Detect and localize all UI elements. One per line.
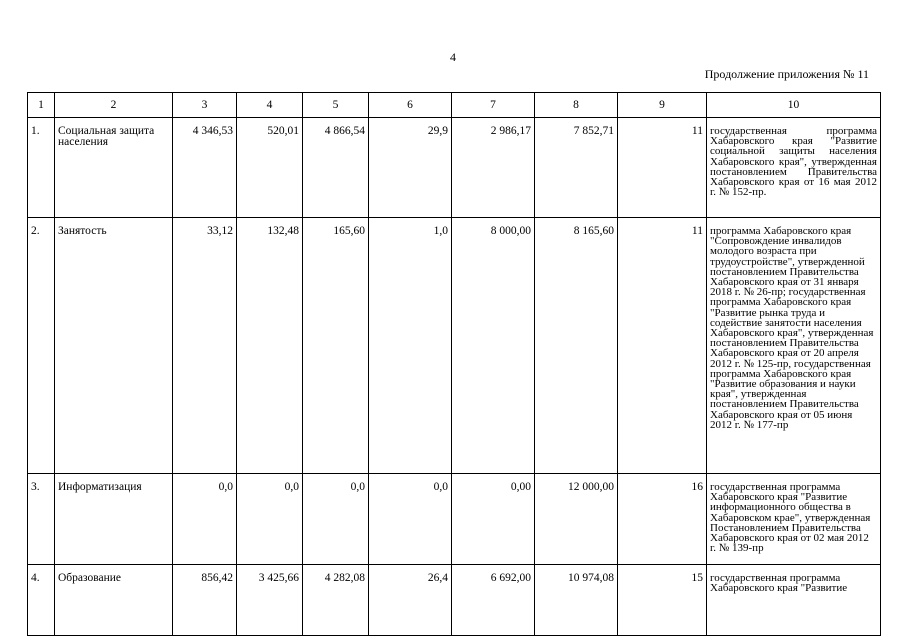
cell-col5: 4 282,08 (303, 565, 369, 636)
cell-col8: 7 852,71 (535, 118, 618, 218)
cell-program-note: государственная программа Хабаровского края "Развитие социальной защиты населения Хабаровского края", утвержденная постановлением Правительства Хабаровского края от 16 мая 2012 г. № 152-пр. (707, 118, 881, 218)
cell-col4: 3 425,66 (237, 565, 303, 636)
header-cell: 9 (618, 93, 707, 118)
header-cell: 10 (707, 93, 881, 118)
table-row (28, 474, 881, 565)
cell-col9: 11 (618, 118, 707, 218)
table-row (28, 118, 881, 218)
row-name: Социальная защита населения (55, 118, 173, 218)
cell-col9: 11 (618, 218, 707, 474)
cell-col8: 8 165,60 (535, 218, 618, 474)
header-cell: 6 (369, 93, 452, 118)
cell-col7: 6 692,00 (452, 565, 535, 636)
row-index: 1. (28, 118, 55, 218)
cell-col4: 132,48 (237, 218, 303, 474)
cell-col3: 4 346,53 (173, 118, 237, 218)
cell-col8: 12 000,00 (535, 474, 618, 565)
cell-col3: 856,42 (173, 565, 237, 636)
cell-col4: 0,0 (237, 474, 303, 565)
cell-col6: 26,4 (369, 565, 452, 636)
table-row (28, 565, 881, 636)
cell-col6: 29,9 (369, 118, 452, 218)
cell-col7: 8 000,00 (452, 218, 535, 474)
cell-col5: 4 866,54 (303, 118, 369, 218)
row-name: Информатизация (55, 474, 173, 565)
cell-col8: 10 974,08 (535, 565, 618, 636)
cell-col4: 520,01 (237, 118, 303, 218)
cell-col6: 1,0 (369, 218, 452, 474)
table-header-row (28, 93, 881, 118)
header-cell: 5 (303, 93, 369, 118)
row-name: Образование (55, 565, 173, 636)
cell-col7: 0,00 (452, 474, 535, 565)
cell-col3: 0,0 (173, 474, 237, 565)
row-name: Занятость (55, 218, 173, 474)
continuation-label: Продолжение приложения № 11 (704, 67, 869, 81)
cell-col5: 0,0 (303, 474, 369, 565)
cell-col9: 16 (618, 474, 707, 565)
header-cell: 1 (28, 93, 55, 118)
cell-col6: 0,0 (369, 474, 452, 565)
page-number: 4 (450, 50, 456, 64)
cell-program-note: государственная программа Хабаровского края "Развитие (707, 565, 881, 636)
table-row (28, 218, 881, 474)
header-cell: 8 (535, 93, 618, 118)
row-index: 3. (28, 474, 55, 565)
row-index: 2. (28, 218, 55, 474)
cell-col9: 15 (618, 565, 707, 636)
header-cell: 7 (452, 93, 535, 118)
row-index: 4. (28, 565, 55, 636)
header-cell: 4 (237, 93, 303, 118)
cell-col5: 165,60 (303, 218, 369, 474)
header-cell: 2 (55, 93, 173, 118)
appendix-table (27, 92, 881, 636)
cell-program-note: государственная программа Хабаровского края "Развитие информационного общества в Хабаровском крае", утвержденная Постановлением Правительства Хабаровского края от 02 мая 2012 г. № 139-пр (707, 474, 881, 565)
header-cell: 3 (173, 93, 237, 118)
cell-program-note: программа Хабаровского края "Сопровождение инвалидов молодого возраста при трудоустройстве", утвержденной постановлением Правительства Хабаровского края от 31 января 2018 г. № 26-пр; государственная программа Хабаровского края "Развитие рынка труда и содействие занятости населения Хабаровского края", утвержденная постановлением Правительства Хабаровского края от 20 апреля 2012 г. № 125-пр, государственная программа Хабаровского края "Развитие образования и науки края", утвержденная постановлением Правительства Хабаровского края от 05 июня 2012 г. № 177-пр (707, 218, 881, 474)
cell-col3: 33,12 (173, 218, 237, 474)
cell-col7: 2 986,17 (452, 118, 535, 218)
